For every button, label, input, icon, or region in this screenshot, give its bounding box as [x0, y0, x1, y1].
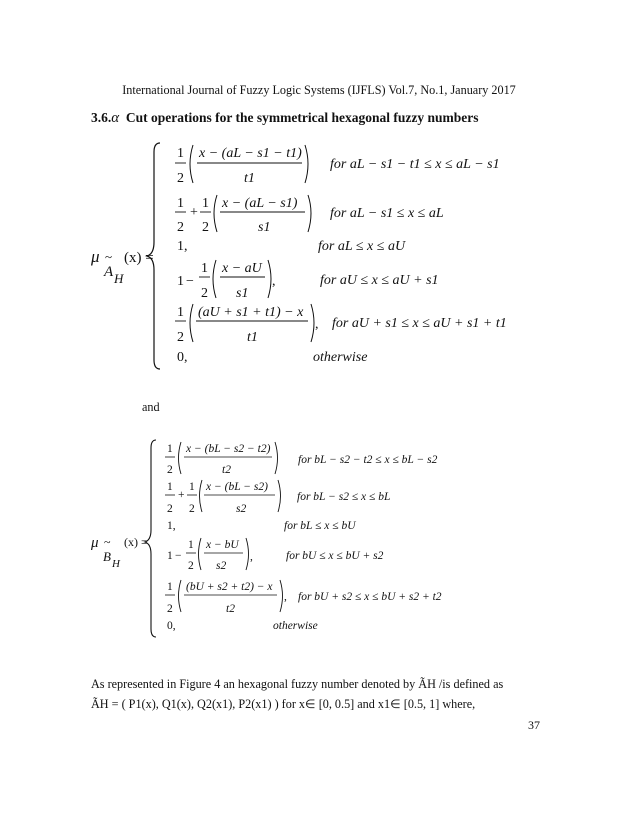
- lhs-argument-b: (x) =: [124, 535, 148, 549]
- and-text: and: [142, 400, 160, 414]
- svg-text:2: 2: [177, 171, 184, 186]
- eq2-row6-value: 0,: [167, 620, 176, 632]
- set-b-letter: B: [103, 549, 111, 564]
- section-number: 3.6.: [91, 110, 112, 125]
- alpha-symbol: α: [111, 110, 120, 126]
- svg-text:2: 2: [167, 503, 173, 515]
- svg-text:,: ,: [250, 551, 253, 563]
- eq1-row2-condition: for aL − s1 ≤ x ≤ aL: [330, 206, 444, 221]
- eq1-row3-condition: for aL ≤ x ≤ aU: [318, 239, 406, 254]
- eq2-row5-numerator: (bU + s2 + t2) − x: [186, 581, 273, 593]
- mu-symbol: μ: [91, 247, 100, 266]
- eq2-row2-numerator: x − (bL − s2): [206, 481, 268, 493]
- svg-text:+: +: [178, 489, 185, 501]
- svg-text:1: 1: [189, 481, 195, 493]
- lhs-argument: (x) =: [124, 250, 154, 266]
- eq1-row5-numerator: (aU + s1 + t1) − x: [198, 305, 304, 320]
- journal-header: International Journal of Fuzzy Logic Systems (IJFLS) Vol.7, No.1, January 2017: [122, 83, 516, 97]
- svg-text:,: ,: [272, 274, 276, 289]
- eq2-row3: [167, 520, 356, 532]
- svg-text:2: 2: [201, 286, 208, 301]
- svg-text:,: ,: [315, 317, 319, 332]
- eq2-row1-condition: for bL − s2 − t2 ≤ x ≤ bL − s2: [298, 454, 438, 466]
- eq2-row3-condition: for bL ≤ x ≤ bU: [284, 520, 356, 532]
- eq2-row1-numerator: x − (bL − s2 − t2): [186, 443, 271, 455]
- svg-text:−: −: [186, 274, 194, 289]
- svg-text:1: 1: [177, 274, 184, 289]
- paragraph-line-2: ÃH = ( P1(x), Q1(x), Q2(x1), P2(x1) ) for x∈ [0, 0.5] and x1∈ [0.5, 1] where,: [91, 697, 476, 711]
- eq1-row3-value: 1,: [177, 239, 188, 254]
- eq2-row2-condition: for bL − s2 ≤ x ≤ bL: [297, 491, 391, 503]
- svg-text:2: 2: [167, 603, 173, 615]
- svg-text:2: 2: [177, 220, 184, 235]
- tilde-mark-b: ~: [104, 535, 111, 549]
- svg-text:1: 1: [167, 550, 173, 562]
- svg-text:1: 1: [201, 261, 208, 276]
- eq2-row2-denominator: s2: [236, 503, 247, 515]
- eq2-row6: [167, 620, 318, 632]
- svg-text:1: 1: [167, 581, 173, 593]
- mu-symbol-b: μ: [91, 535, 99, 551]
- set-a-letter: A: [104, 264, 114, 280]
- eq1-row6-value: 0,: [177, 350, 188, 365]
- eq2-row4: [167, 538, 384, 572]
- section-title: Cut operations for the symmetrical hexagonal fuzzy numbers: [125, 110, 479, 125]
- eq1-row5-denominator: t1: [247, 330, 258, 345]
- svg-text:2: 2: [189, 503, 195, 515]
- svg-text:2: 2: [167, 464, 173, 476]
- paragraph-line-1: As represented in Figure 4 an hexagonal fuzzy number denoted by ÃH /is defined as: [91, 677, 504, 691]
- eq2-row5: [165, 580, 442, 615]
- svg-text:1: 1: [167, 481, 173, 493]
- eq1-row2-numerator: x − (aL − s1): [222, 196, 298, 211]
- eq2-row1-denominator: t2: [222, 464, 231, 476]
- tilde-mark: ~: [105, 249, 113, 264]
- eq1-row5-condition: for aU + s1 ≤ x ≤ aU + s1 + t1: [332, 316, 507, 331]
- subscript-h: H: [114, 271, 124, 286]
- eq2-row4-numerator: x − bU: [206, 539, 239, 551]
- svg-text:,: ,: [284, 591, 287, 603]
- eq1-row4-numerator: x − aU: [222, 261, 262, 276]
- page-number: 37: [528, 718, 540, 732]
- eq2-row6-condition: otherwise: [273, 620, 318, 632]
- eq1-row1-condition: for aL − s1 − t1 ≤ x ≤ aL − s1: [330, 157, 500, 172]
- svg-text:+: +: [190, 205, 198, 220]
- svg-text:1: 1: [188, 539, 194, 551]
- eq1-row2-denominator: s1: [258, 220, 271, 235]
- svg-text:2: 2: [188, 560, 194, 572]
- eq1-row6-condition: otherwise: [313, 350, 368, 365]
- svg-text:1: 1: [167, 443, 173, 455]
- eq2-row1: [165, 442, 438, 476]
- svg-text:1: 1: [177, 146, 184, 161]
- eq1-row1-denominator: t1: [244, 171, 255, 186]
- eq2-row5-denominator: t2: [226, 603, 235, 615]
- eq2-row2: [165, 480, 390, 515]
- eq1-row4-denominator: s1: [236, 286, 249, 301]
- eq2-row4-condition: for bU ≤ x ≤ bU + s2: [286, 550, 384, 562]
- eq2-row4-denominator: s2: [216, 560, 227, 572]
- subscript-h-b: H: [112, 558, 120, 570]
- svg-text:1: 1: [177, 196, 184, 211]
- eq2-lhs: [90, 535, 148, 570]
- eq1-row1-numerator: x − (aL − s1 − t1): [199, 146, 302, 161]
- svg-text:−: −: [175, 550, 182, 562]
- svg-text:1: 1: [177, 305, 184, 320]
- svg-text:2: 2: [177, 330, 184, 345]
- eq2-row5-condition: for bU + s2 ≤ x ≤ bU + s2 + t2: [298, 591, 442, 603]
- svg-text:1: 1: [202, 196, 209, 211]
- eq2-row3-value: 1,: [167, 520, 176, 532]
- eq1-row4-condition: for aU ≤ x ≤ aU + s1: [320, 273, 439, 288]
- svg-text:2: 2: [202, 220, 209, 235]
